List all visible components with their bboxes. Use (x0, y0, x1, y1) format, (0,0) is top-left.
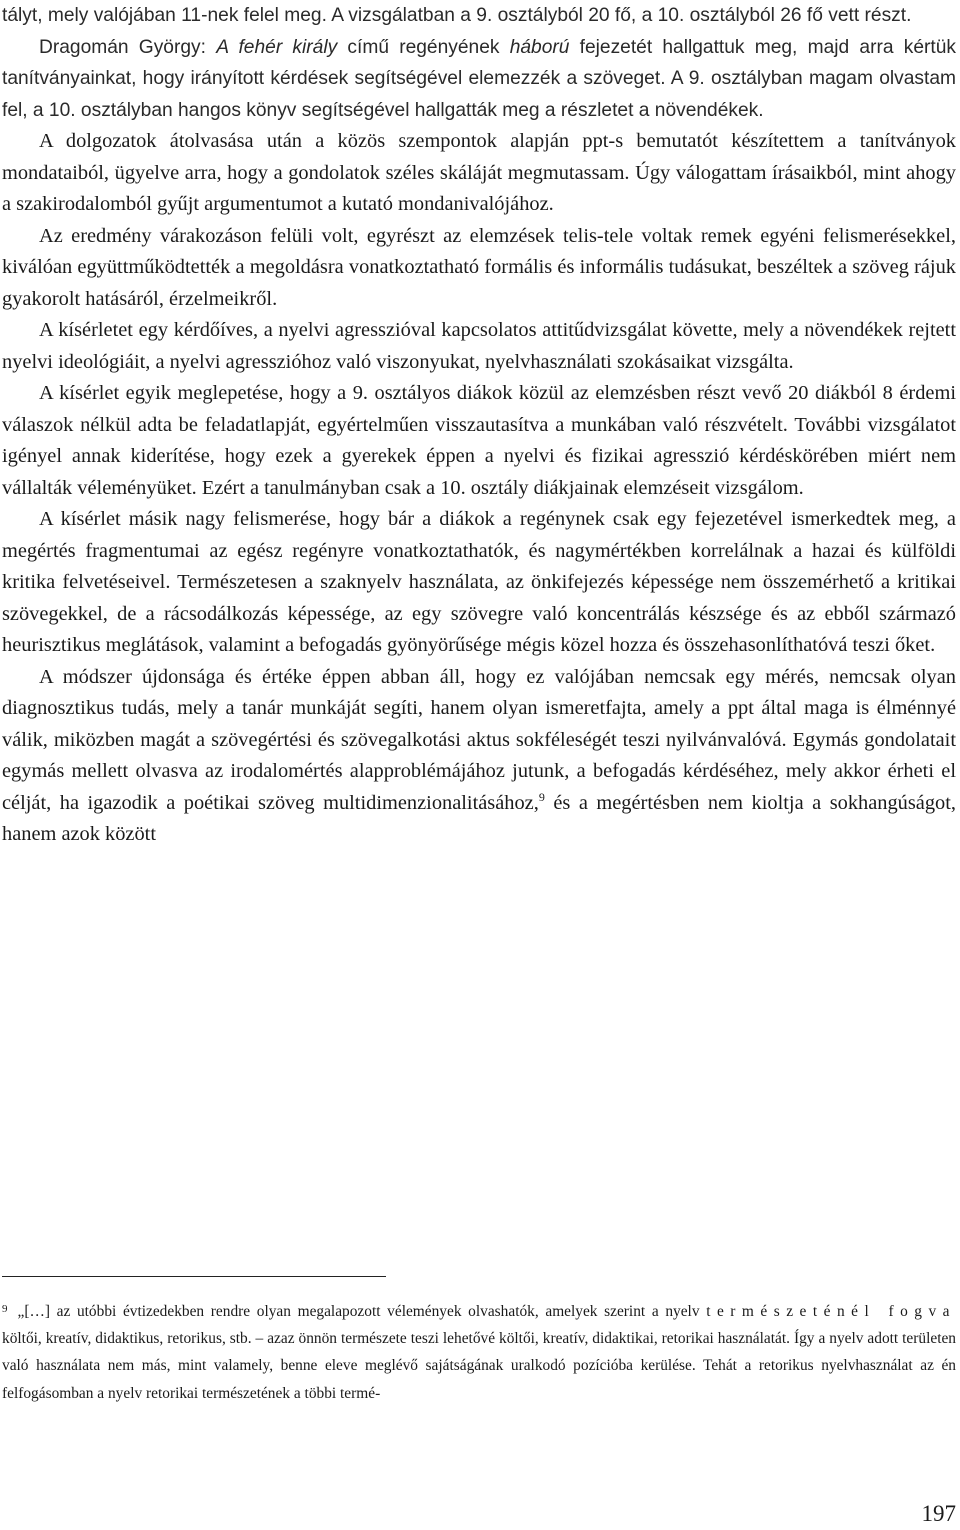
paragraph-6: A kísérlet egyik meglepetése, hogy a 9. osztályos diákok közül az elemzésben részt vevő 20 diákból 8 érdemi válaszok nélkül adta be feladatlapját, egyértelműen visszautasítva a munkában való részvételt. További vizsgálatot igényel annak kiderítése, hogy ezek a gyerekek éppen a nyelvi és fizikai agresszió kérdéskörében miért nem vállalták véleményüket. Ezért a tanulmányban csak a 10. osztály diákjainak elemzéseit vizsgálom. (2, 382, 956, 499)
footnote-text-a: „[…] az utóbbi évtizedekben rendre olyan megalapozott vélemények olvashatók, amelyek szerint a nyelv (17, 1303, 707, 1320)
paragraph-8 (2, 662, 956, 851)
footnote-reference[interactable]: 9 (538, 789, 545, 804)
paragraph-7: A kísérlet másik nagy felismerése, hogy bár a diákok a regénynek csak egy fejezetével ismerkedtek meg, a megértés fragmentumai az egész regényre vonatkoztathatók, és nagymértékben korrelálnak a hazai és külföldi kritika felvetéseivel. Természetesen a szaknyelv használata, az önkifejezés képessége nem összemérhető a kritikai szövegekkel, de a rácsodálkozás képessége, az egy szövegre való koncentrálás készsége és az ebből származó heurisztikus meglátások, valamint a befogadás gyönyörűsége mégis közel hozza és összehasonlíthatóvá teszi őket. (2, 508, 956, 656)
paragraph-2-text-a: Dragomán György: (39, 36, 217, 58)
footnote-separator (2, 1276, 386, 1277)
paragraph-1 (2, 0, 956, 32)
footnote-text-b: költői, kreatív, didaktikus, retorikus, stb. – azaz önnön természete teszi lehetővé költői, kreatív, didaktikai, retorikai használatát. Így a nyelv adott területen való használata nem más, mint valamely, benne eleve meglévő sajátságának uralkodó pozícióba kerülése. Tehát a retorikus nyelvhasználat az én felfogásomban a nyelv retorikai természetének a többi termé- (2, 1330, 956, 1402)
paragraph-1-text: tályt, mely valójában 11-nek felel meg. A vizsgálatban a 9. osztályból 20 fő, a 10. osztályból 26 fő vett részt. (2, 5, 912, 26)
page-body (2, 0, 956, 851)
footnote-spaced-phrase: természeténél fogva (706, 1303, 956, 1320)
paragraph-2-text-b: című regényének (337, 36, 510, 58)
paragraph-8-text-a: A módszer újdonsága és értéke éppen abban áll, hogy ez valójában nemcsak egy mérés, nemcsak olyan diagnosztikus tudás, mely a tanár munkáját segíti, hanem olyan ismeretfajta, amely a ppt által maga is élménnyé válik, miközben magát a szövegértési és szövegalkotási aktus sokféleségét teszi nyilvánvalóvá. Egymás gondolatait egymás mellett olvasva az irodalomértés alapproblémájához jutunk, a befogadás kérdéséhez, mely akkor érheti el célját, ha igazodik a poétikai szöveg multidimenzionalitásához, (2, 665, 956, 814)
page-number: 197 (921, 1501, 956, 1526)
paragraph-4: Az eredmény várakozáson felüli volt, egyrészt az elemzések telis-tele voltak remek egyéni felismerésekkel, kiválóan együttműködtették a megoldásra vonatkoztatható formális és informális tudásukat, beszéltek a szöveg rájuk gyakorolt hatásáról, érzelmeikről. (2, 224, 956, 310)
paragraph-2-text-c: fejezetét hallgattuk meg, majd arra kértük tanítványainkat, hogy irányított kérdések segítségével elemezzék a szöveget. A 9. osztályban magam olvastam fel, a 10. osztályban hangos könyv segítségével hallgatták meg a részletet a növendékek. (2, 36, 956, 121)
footnote-9 (2, 1296, 956, 1407)
footnote-marker: 9 (2, 1303, 8, 1315)
chapter-title: háború (509, 36, 570, 58)
paragraph-2 (2, 32, 956, 127)
novel-title: A fehér király (216, 36, 338, 58)
paragraph-8-text-b: és a megértésben nem kioltja a sokhangúságot, hanem azok között (2, 791, 956, 845)
paragraph-3: A dolgozatok átolvasása után a közös szempontok alapján ppt-s bemutatót készítettem a tanítványok mondataiból, ügyelve arra, hogy a gondolatok széles skáláját megmutassam. Úgy válogattam írásaikból, mint ahogy a szakirodalomból gyűjt argumentumot a kutató mondanivalójához. (2, 130, 956, 215)
paragraph-5: A kísérletet egy kérdőíves, a nyelvi agresszióval kapcsolatos attitűdvizsgálat követte, mely a növendékek rejtett nyelvi ideológiáit, a nyelvi agresszióhoz való viszonyukat, nyelvhasználati szokásaikat vizsgálta. (2, 319, 956, 373)
